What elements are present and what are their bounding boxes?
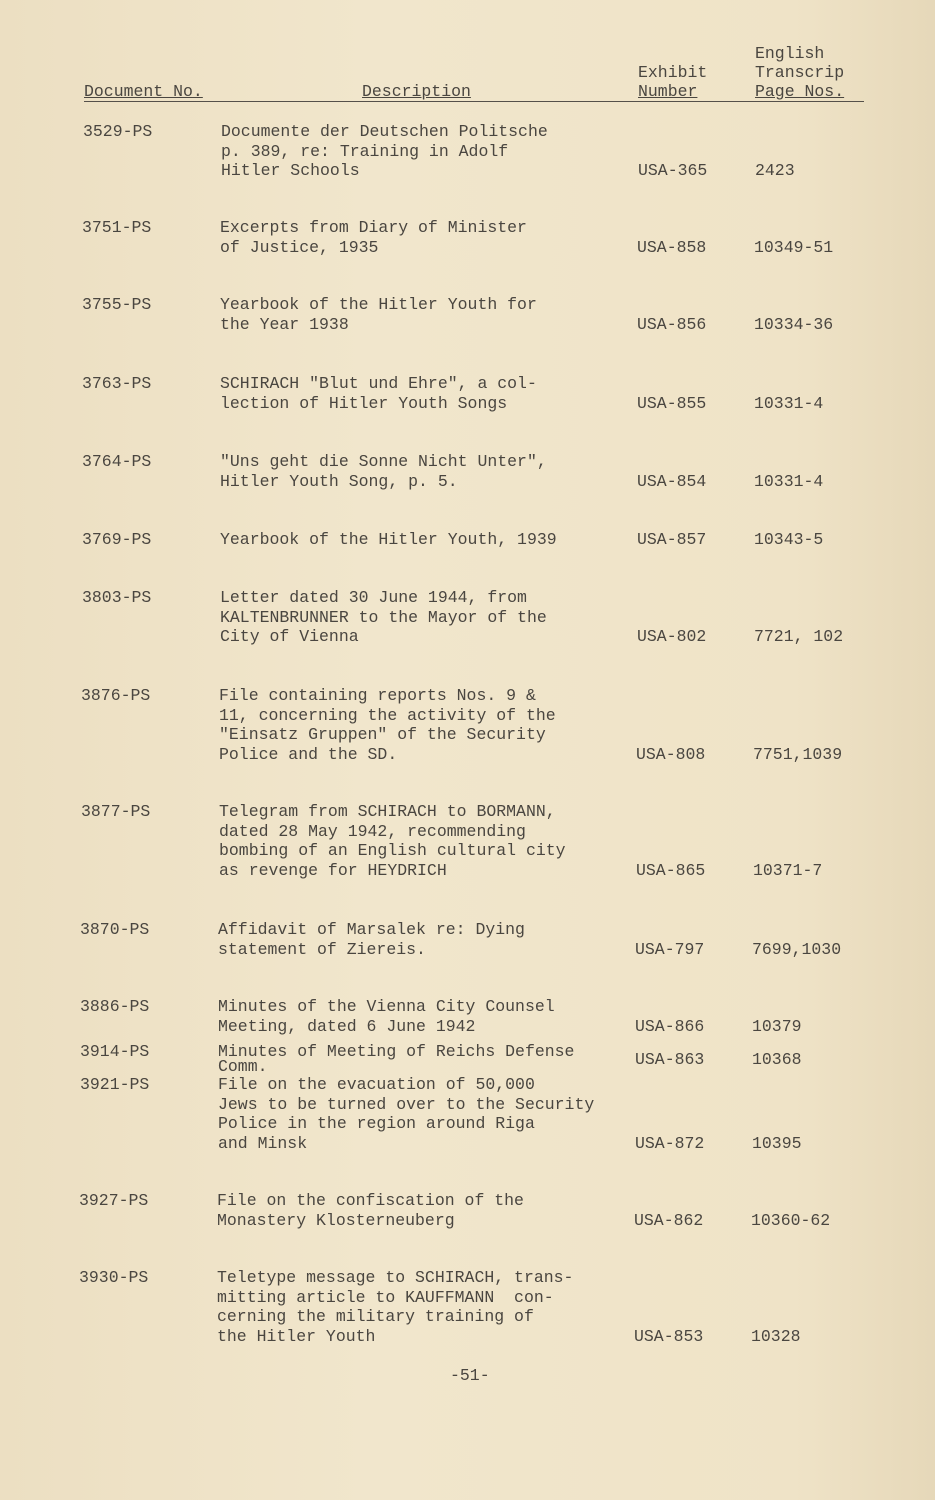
document-number: 3751-PS: [82, 218, 152, 237]
exhibit-number: USA-863: [635, 1050, 705, 1069]
exhibit-number: USA-872: [635, 1133, 705, 1153]
description-line: Police in the region around Riga: [218, 1114, 535, 1133]
exhibit-number: USA-866: [635, 1016, 705, 1036]
transcript-pages: 10334-36: [754, 314, 834, 334]
description-line: Yearbook of the Hitler Youth, 1939: [220, 530, 557, 549]
description-line: statement of Ziereis.: [218, 939, 426, 959]
document-number: 3769-PS: [82, 530, 152, 549]
transcript-pages: 10349-51: [754, 237, 834, 257]
document-number: 3803-PS: [82, 588, 152, 607]
description-line: File on the confiscation of the: [217, 1191, 524, 1210]
exhibit-number: USA-865: [636, 860, 706, 880]
document-number: 3755-PS: [82, 295, 152, 314]
header-rule: [84, 101, 864, 102]
document-number: 3763-PS: [82, 374, 152, 393]
description-line: City of Vienna: [220, 627, 359, 646]
description-line: KALTENBRUNNER to the Mayor of the: [220, 607, 547, 627]
document-number: 3886-PS: [80, 997, 150, 1016]
description-line: the Year 1938: [220, 314, 349, 334]
exhibit-number: USA-862: [634, 1210, 704, 1230]
transcript-pages: 10328: [751, 1326, 801, 1346]
exhibit-number: USA-858: [637, 237, 707, 257]
description-line: Telegram from SCHIRACH to BORMANN,: [219, 802, 556, 821]
transcript-pages: 7751,1039: [753, 744, 843, 764]
transcript-pages: 10368: [752, 1050, 802, 1069]
description-line: Comm.: [218, 1057, 268, 1076]
description-line: dated 28 May 1942, recommending: [219, 821, 526, 841]
transcript-pages: 10331-4: [754, 393, 824, 413]
description-line: cerning the military training of: [217, 1307, 534, 1326]
header-document-no: Document No.: [84, 82, 203, 101]
transcript-pages: 7699,1030: [752, 939, 842, 959]
exhibit-number: USA-855: [637, 393, 707, 413]
description-line: File containing reports Nos. 9 &: [219, 686, 536, 705]
header-transcript-line3: Page Nos.: [755, 82, 845, 101]
description-line: bombing of an English cultural city: [219, 841, 566, 860]
description-line: Documente der Deutschen Politsche: [221, 122, 548, 141]
description-line: Teletype message to SCHIRACH, trans-: [217, 1268, 574, 1287]
exhibit-number: USA-365: [638, 161, 708, 180]
description-line: File on the evacuation of 50,000: [218, 1075, 535, 1094]
description-line: 11, concerning the activity of the: [219, 705, 556, 725]
description-line: as revenge for HEYDRICH: [219, 860, 447, 880]
exhibit-number: USA-857: [637, 530, 707, 549]
description-line: "Uns geht die Sonne Nicht Unter",: [220, 452, 547, 471]
transcript-pages: 10343-5: [754, 530, 824, 549]
document-number: 3930-PS: [79, 1268, 149, 1287]
document-number: 3927-PS: [79, 1191, 149, 1210]
description-line: SCHIRACH "Blut und Ehre", a col-: [220, 374, 537, 393]
description-line: lection of Hitler Youth Songs: [220, 393, 508, 413]
document-number: 3529-PS: [83, 122, 153, 141]
transcript-pages: 10395: [752, 1133, 802, 1153]
description-line: and Minsk: [218, 1133, 308, 1153]
description-line: Police and the SD.: [219, 744, 398, 764]
document-number: 3876-PS: [81, 686, 151, 705]
description-line: Yearbook of the Hitler Youth for: [220, 295, 537, 314]
description-line: Minutes of Meeting of Reichs Defense: [218, 1042, 575, 1061]
exhibit-number: USA-808: [636, 744, 706, 764]
transcript-pages: 7721, 102: [754, 627, 844, 646]
header-exhibit-line2: Number: [638, 82, 698, 101]
transcript-pages: 10360-62: [751, 1210, 831, 1230]
description-line: p. 389, re: Training in Adolf: [221, 141, 509, 161]
document-number: 3921-PS: [80, 1075, 150, 1094]
description-line: Meeting, dated 6 June 1942: [218, 1016, 476, 1036]
exhibit-number: USA-854: [637, 471, 707, 491]
document-number: 3877-PS: [81, 802, 151, 821]
description-line: "Einsatz Gruppen" of the Security: [219, 725, 546, 744]
description-line: Hitler Youth Song, p. 5.: [220, 471, 458, 491]
header-exhibit-line1: Exhibit: [638, 63, 708, 82]
exhibit-number: USA-856: [637, 314, 707, 334]
transcript-pages: 10331-4: [754, 471, 824, 491]
description-line: Excerpts from Diary of Minister: [220, 218, 527, 237]
description-line: Minutes of the Vienna City Counsel: [218, 997, 555, 1016]
description-line: Monastery Klosterneuberg: [217, 1210, 455, 1230]
document-number: 3870-PS: [80, 920, 150, 939]
document-number: 3914-PS: [80, 1042, 150, 1061]
description-line: Affidavit of Marsalek re: Dying: [218, 920, 525, 939]
transcript-pages: 10371-7: [753, 860, 823, 880]
description-line: Letter dated 30 June 1944, from: [220, 588, 527, 607]
description-line: the Hitler Youth: [217, 1326, 376, 1346]
document-number: 3764-PS: [82, 452, 152, 471]
transcript-pages: 2423: [755, 161, 795, 180]
exhibit-number: USA-797: [635, 939, 705, 959]
description-line: of Justice, 1935: [220, 237, 379, 257]
description-line: mitting article to KAUFFMANN con-: [217, 1287, 554, 1307]
header-transcript-line2: Transcrip: [755, 63, 845, 82]
exhibit-number: USA-802: [637, 627, 707, 646]
header-transcript-line1: English: [755, 44, 825, 63]
page-number: -51-: [450, 1366, 490, 1385]
exhibit-number: USA-853: [634, 1326, 704, 1346]
transcript-pages: 10379: [752, 1016, 802, 1036]
header-description: Description: [362, 82, 471, 101]
description-line: Jews to be turned over to the Security: [218, 1094, 595, 1114]
description-line: Hitler Schools: [221, 161, 360, 180]
